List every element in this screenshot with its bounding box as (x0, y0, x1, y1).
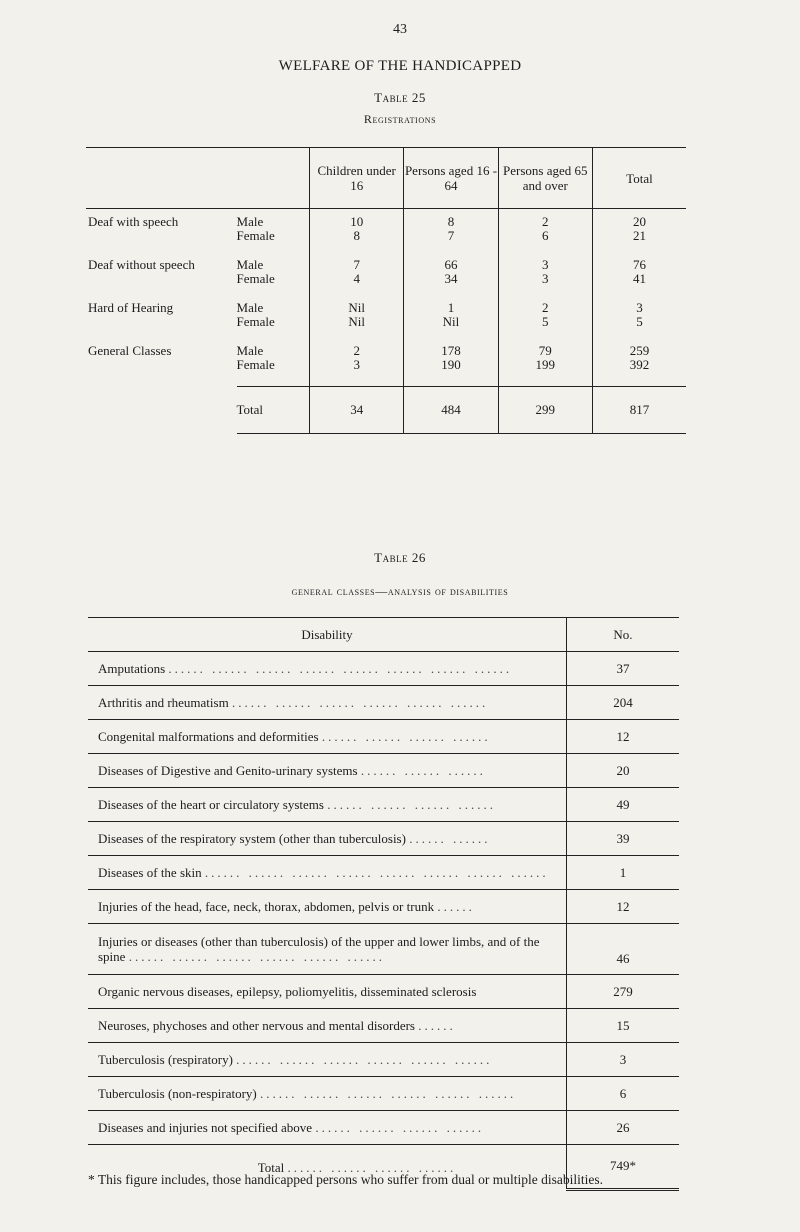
table26-row (88, 1111, 679, 1145)
dot-leader: ...... ...... ...... (360, 763, 486, 778)
table26-row (88, 822, 679, 856)
table26-row (88, 1043, 679, 1077)
table25-label: Table 25 (374, 90, 426, 105)
table26-row (88, 686, 679, 720)
sex-label: Male (236, 257, 264, 272)
header-aged-65: Persons aged 65 and over (498, 148, 592, 209)
children-value: Nil (310, 298, 404, 315)
table26-row (88, 652, 679, 686)
table25-row (86, 272, 686, 298)
aged-16-64-value: 66 (404, 255, 498, 272)
disability-cell (88, 1009, 567, 1043)
aged-65-value: 5 (498, 315, 592, 341)
total-value: 76 (592, 255, 686, 272)
dot-leader: ...... (418, 1018, 456, 1033)
table26-row (88, 924, 679, 975)
table25-row (86, 209, 686, 230)
table26-total-leader: ...... ...... ...... ...... (287, 1159, 457, 1175)
dot-leader: ...... ...... ...... ...... ...... ...... (128, 949, 385, 964)
disability-label: Arthritis and rheumatism (98, 695, 229, 710)
disability-label: Diseases and injuries not specified above (98, 1120, 313, 1135)
disability-label: Diseases of Digestive and Genito-urinary systems (98, 763, 358, 778)
group-label (86, 229, 237, 255)
total-value: 5 (592, 315, 686, 341)
table26-total-label: Total (257, 1159, 285, 1175)
table26-row (88, 720, 679, 754)
table26-row (88, 1009, 679, 1043)
children-value: 8 (310, 229, 404, 255)
table26-caption: general classes—analysis of disabilities (291, 584, 509, 598)
aged-65-value: 6 (498, 229, 592, 255)
aged-16-64-value: 178 (404, 341, 498, 358)
disability-label: Congenital malformations and deformities (98, 729, 319, 744)
page-number: 43 (393, 22, 407, 37)
total-blank (86, 387, 237, 434)
aged-65-value: 3 (498, 272, 592, 298)
table26-total-number: 749* (567, 1145, 680, 1190)
disability-number: 12 (567, 890, 680, 924)
table25-row (86, 315, 686, 341)
aged-16-64-value: 7 (404, 229, 498, 255)
disability-label: Injuries or diseases (other than tuberculosis) of the upper and lower limbs, and of the spine (98, 934, 540, 964)
total-value: 3 (592, 298, 686, 315)
disability-cell (88, 924, 567, 975)
table25-header-row (86, 148, 686, 209)
header-blank (86, 148, 237, 209)
table26-row (88, 856, 679, 890)
disability-number: 26 (567, 1111, 680, 1145)
table25-row (86, 341, 686, 358)
registrations-table (86, 147, 686, 434)
children-value: 7 (310, 255, 404, 272)
section-title: WELFARE OF THE HANDICAPPED (278, 58, 522, 74)
header-total: Total (592, 148, 686, 209)
group-label: General Classes (88, 343, 172, 358)
group-label (86, 272, 237, 298)
disability-number: 1 (567, 856, 680, 890)
disability-cell (88, 1043, 567, 1077)
total-aged-16-64: 484 (404, 387, 498, 434)
disability-number: 49 (567, 788, 680, 822)
disability-label: Diseases of the heart or circulatory systems (98, 797, 324, 812)
disability-cell (88, 652, 567, 686)
group-label: Hard of Hearing (88, 300, 174, 315)
sex-label: Female (236, 314, 275, 329)
table25-row (86, 255, 686, 272)
dot-leader: ...... (437, 899, 475, 914)
sex-label: Female (236, 357, 275, 372)
header-number: No. (567, 618, 680, 652)
table25-row (86, 358, 686, 387)
disability-number: 20 (567, 754, 680, 788)
table25-row (86, 229, 686, 255)
total-label: Total (237, 387, 310, 434)
group-label: Deaf with speech (88, 214, 179, 229)
dot-leader: ...... ...... ...... ...... ...... ...... (260, 1086, 517, 1101)
dot-leader: ...... ...... ...... ...... (327, 797, 496, 812)
table26-row (88, 975, 679, 1009)
header-disability: Disability (88, 618, 567, 652)
table26-row (88, 788, 679, 822)
disability-number: 279 (567, 975, 680, 1009)
aged-16-64-value: 34 (404, 272, 498, 298)
disability-cell (88, 975, 567, 1009)
disabilities-table (88, 617, 679, 1191)
dot-leader: ...... ...... ...... ...... ...... ...... (231, 695, 489, 710)
footnote: * This figure includes, those handicapped persons who suffer from dual or multiple disabilities. (88, 1172, 604, 1187)
table25-row (86, 298, 686, 315)
table25-caption: Registrations (363, 112, 437, 126)
disability-label: Amputations (98, 661, 166, 676)
disability-cell (88, 856, 567, 890)
aged-65-value: 199 (498, 358, 592, 387)
children-value: Nil (310, 315, 404, 341)
sex-label: Male (236, 214, 264, 229)
table26-row (88, 754, 679, 788)
disability-cell (88, 822, 567, 856)
disability-cell (88, 720, 567, 754)
total-value: 21 (592, 229, 686, 255)
sex-label: Male (236, 300, 264, 315)
disability-number: 204 (567, 686, 680, 720)
total-total: 817 (592, 387, 686, 434)
total-aged-65: 299 (498, 387, 592, 434)
aged-16-64-value: 8 (404, 209, 498, 230)
dot-leader: ...... ...... (409, 831, 491, 846)
children-value: 10 (310, 209, 404, 230)
disability-number: 37 (567, 652, 680, 686)
table26-header-row (88, 618, 679, 652)
dot-leader: ...... ...... ...... ...... ...... ...... ...... ...... (204, 865, 549, 880)
disability-number: 12 (567, 720, 680, 754)
sex-label: Female (236, 271, 275, 286)
sex-label: Male (236, 343, 264, 358)
children-value: 2 (310, 341, 404, 358)
dot-leader: ...... ...... ...... ...... ...... ...... (236, 1052, 493, 1067)
disability-label: Diseases of the skin (98, 865, 202, 880)
disability-label: Injuries of the head, face, neck, thorax, abdomen, pelvis or trunk (98, 899, 435, 914)
aged-65-value: 2 (498, 298, 592, 315)
total-value: 20 (592, 209, 686, 230)
disability-number: 39 (567, 822, 680, 856)
disability-cell (88, 1111, 567, 1145)
aged-65-value: 3 (498, 255, 592, 272)
header-blank-sex (237, 148, 310, 209)
dot-leader: ...... ...... ...... ...... (315, 1120, 485, 1135)
disability-cell (88, 754, 567, 788)
sex-label: Female (236, 228, 275, 243)
disability-label: Diseases of the respiratory system (other than tuberculosis) (98, 831, 406, 846)
disability-number: 46 (567, 924, 680, 975)
table26-label: Table 26 (374, 550, 426, 565)
children-value: 3 (310, 358, 404, 387)
disability-number: 6 (567, 1077, 680, 1111)
disability-number: 15 (567, 1009, 680, 1043)
table26-row (88, 890, 679, 924)
total-value: 392 (592, 358, 686, 387)
total-value: 41 (592, 272, 686, 298)
header-aged-16-64: Persons aged 16 - 64 (404, 148, 498, 209)
group-label (86, 315, 237, 341)
aged-16-64-value: Nil (404, 315, 498, 341)
aged-65-value: 2 (498, 209, 592, 230)
aged-65-value: 79 (498, 341, 592, 358)
disability-cell (88, 686, 567, 720)
disability-label: Tuberculosis (non-respiratory) (98, 1086, 257, 1101)
disability-cell (88, 788, 567, 822)
disability-label: Tuberculosis (respiratory) (98, 1052, 233, 1067)
total-value: 259 (592, 341, 686, 358)
dot-leader: ...... ...... ...... ...... ...... ...... ...... ...... (168, 661, 513, 676)
total-children: 34 (310, 387, 404, 434)
children-value: 4 (310, 272, 404, 298)
disability-label: Neuroses, phychoses and other nervous and mental disorders (98, 1018, 415, 1033)
aged-16-64-value: 190 (404, 358, 498, 387)
disability-label: Organic nervous diseases, epilepsy, poliomyelitis, disseminated sclerosis (98, 984, 477, 999)
aged-16-64-value: 1 (404, 298, 498, 315)
disability-cell (88, 890, 567, 924)
table26-row (88, 1077, 679, 1111)
group-label: Deaf without speech (88, 257, 195, 272)
disability-number: 3 (567, 1043, 680, 1077)
header-children: Children under 16 (310, 148, 404, 209)
dot-leader: ...... ...... ...... ...... (321, 729, 491, 744)
table25-total-row (86, 387, 686, 434)
disability-cell (88, 1077, 567, 1111)
group-label (86, 358, 237, 387)
